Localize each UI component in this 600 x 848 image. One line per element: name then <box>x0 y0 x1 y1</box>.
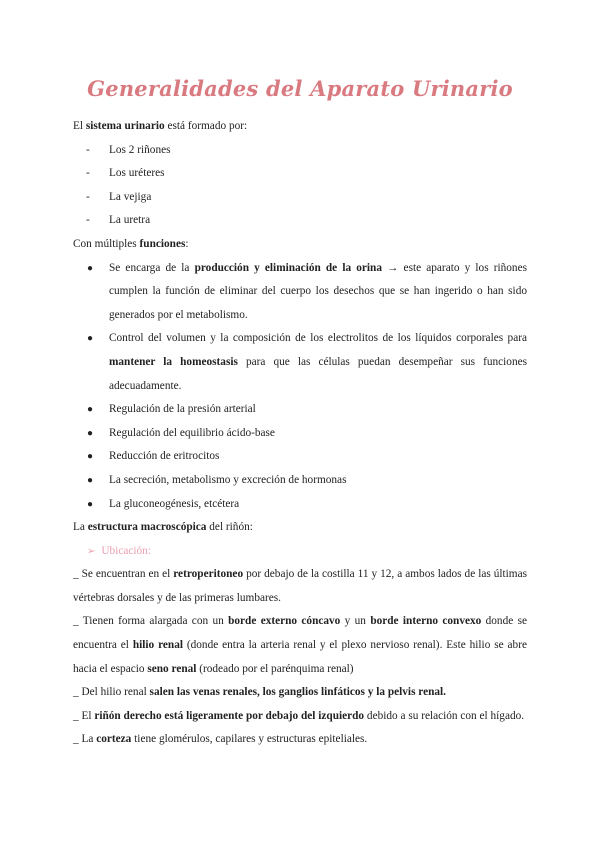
paragraph-text: (donde entra la arteria renal y el plexo nervioso renal). Este hilio se abre hacia el espacio <box>73 639 527 675</box>
list-item <box>87 469 527 493</box>
paragraph-text: _ Tienen forma alargada con un <box>73 615 229 628</box>
paragraph-text: y un <box>340 615 371 628</box>
organs-list <box>73 139 527 233</box>
functions-intro <box>73 233 527 257</box>
function-text: → este aparato y los riñones cumplen la función de eliminar del cuerpo los desechos que se han ingerido o han sido generados por el metabolismo. <box>109 261 527 321</box>
structure-intro-pre: La <box>73 521 88 534</box>
function-bold: mantener la homeostasis <box>109 355 238 368</box>
bullet-icon: ● <box>87 333 94 345</box>
organ-label: Los uréteres <box>109 167 165 180</box>
intro-post: está formado por: <box>164 120 248 132</box>
function-text: Regulación del equilibrio ácido-base <box>109 426 275 439</box>
paragraph-bold: seno renal <box>147 662 197 675</box>
functions-list <box>73 257 527 517</box>
function-text: para que las células puedan desempeñar sus funciones adecuadamente. <box>109 355 528 392</box>
paragraph-hilum <box>73 681 527 705</box>
list-item <box>86 139 527 163</box>
list-item <box>87 445 527 469</box>
bullet-icon: ● <box>87 451 94 463</box>
organ-label: La vejiga <box>109 190 152 203</box>
function-text: Reducción de eritrocitos <box>109 450 220 463</box>
paragraph-bold: riñón derecho está ligeramente por debajo del izquierdo <box>94 709 365 722</box>
dash-marker: - <box>86 167 90 180</box>
location-label: Ubicación: <box>101 544 151 557</box>
intro-bold: sistema urinario <box>85 120 165 132</box>
organ-label: La uretra <box>109 214 151 227</box>
paragraph-text: donde se encuentra el <box>73 615 527 652</box>
paragraph-shape <box>73 610 527 681</box>
function-text: Control del volumen y la composición de los electrolitos de los líquidos corporales para <box>109 332 527 345</box>
function-text: La gluconeogénesis, etcétera <box>109 497 240 510</box>
list-item <box>86 209 527 233</box>
paragraph-bold: borde interno convexo <box>370 615 482 628</box>
structure-intro-post: del riñón: <box>206 521 253 534</box>
paragraph-bold: retroperitoneo <box>173 568 244 581</box>
list-item <box>87 257 527 328</box>
paragraph-text: _ Del hilio renal <box>73 686 150 699</box>
paragraph-bold: salen las venas renales, los ganglios linfáticos y la pelvis renal. <box>149 686 447 699</box>
structure-intro <box>73 516 527 540</box>
paragraph-text: tiene glomérulos, capilares y estructuras epiteliales. <box>131 733 368 746</box>
list-item <box>87 327 527 398</box>
organ-label: Los 2 riñones <box>109 143 171 156</box>
paragraph-bold: borde externo cóncavo <box>228 615 341 628</box>
paragraph-bold: hilio renal <box>132 639 183 652</box>
paragraph-right-kidney <box>73 705 527 729</box>
intro-line <box>73 115 527 139</box>
page-title: Generalidades del Aparato Urinario <box>87 76 513 101</box>
paragraph-text: _ La <box>73 733 97 746</box>
paragraph-bold: corteza <box>96 733 132 746</box>
location-heading <box>73 540 527 564</box>
function-text: Se encarga de la <box>109 261 195 274</box>
functions-intro-post: : <box>185 237 189 250</box>
function-bold: producción y eliminación de la orina <box>194 261 382 274</box>
bullet-icon: ● <box>87 474 94 486</box>
paragraph-cortex <box>73 728 527 752</box>
list-item <box>87 398 527 422</box>
paragraph-text: (rodeado por el parénquima renal) <box>196 662 354 675</box>
dash-marker: - <box>86 214 90 227</box>
bullet-icon: ● <box>87 498 94 510</box>
bullet-icon: ● <box>87 262 94 274</box>
bullet-icon: ● <box>87 404 94 416</box>
dash-marker: - <box>86 143 90 156</box>
paragraph-text: por debajo de la costilla 11 y 12, a ambos lados de las últimas vértebras dorsales y de las primeras lumbares. <box>73 568 527 604</box>
list-item <box>86 186 527 210</box>
list-item <box>87 422 527 446</box>
function-text: La secreción, metabolismo y excreción de hormonas <box>109 473 347 486</box>
dash-marker: - <box>86 190 90 203</box>
bullet-icon: ● <box>87 427 94 439</box>
intro-pre: El <box>73 120 86 132</box>
list-item <box>86 162 527 186</box>
function-text: Regulación de la presión arterial <box>109 403 256 416</box>
arrow-right-icon: ➢ <box>87 545 96 557</box>
paragraph-text: _ Se encuentran en el <box>73 568 174 581</box>
paragraph-text: debido a su relación con el hígado. <box>364 709 525 722</box>
functions-intro-pre: Con múltiples <box>73 237 140 250</box>
functions-intro-bold: funciones <box>139 237 186 250</box>
paragraph-text: _ El <box>73 709 95 722</box>
list-item <box>87 493 527 517</box>
paragraph-location <box>73 563 527 610</box>
structure-intro-bold: estructura macroscópica <box>87 521 207 534</box>
